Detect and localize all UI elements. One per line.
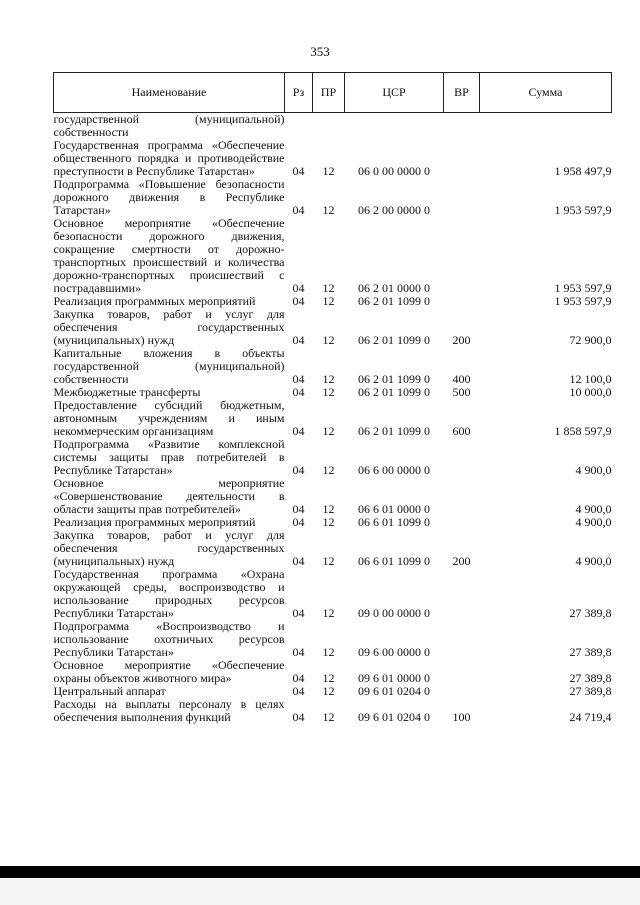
cell-sum: 4 900,0 bbox=[575, 502, 612, 516]
cell-pr: 12 bbox=[322, 710, 335, 724]
cell-pr: 12 bbox=[322, 502, 335, 516]
cell-pr: 12 bbox=[322, 463, 335, 477]
cell-vr: 100 bbox=[452, 710, 471, 724]
cell-vr bbox=[444, 438, 480, 477]
table-row bbox=[54, 659, 612, 685]
table-row bbox=[54, 529, 612, 568]
cell-pr: 12 bbox=[322, 164, 335, 178]
cell-rz: 04 bbox=[292, 606, 305, 620]
cell-name: Закупка товаров, работ и услуг для обеспечения государственных (муниципальных) нужд bbox=[53, 307, 285, 347]
cell-rz: 04 bbox=[292, 645, 305, 659]
cell-name: Межбюджетные трансферты bbox=[53, 385, 201, 399]
cell-csr: 06 2 01 1099 0 bbox=[358, 424, 430, 438]
cell-vr bbox=[444, 620, 480, 659]
table-row bbox=[54, 217, 612, 295]
header-rz: Рз bbox=[285, 73, 313, 113]
table-row bbox=[54, 399, 612, 438]
cell-csr: 09 0 00 0000 0 bbox=[358, 606, 430, 620]
header-name: Наименование bbox=[54, 73, 285, 113]
cell-pr: 12 bbox=[322, 294, 335, 308]
cell-name: Основное мероприятие «Обеспечение охраны объектов животного мира» bbox=[53, 658, 285, 685]
cell-vr bbox=[444, 139, 480, 178]
cell-pr: 12 bbox=[322, 385, 335, 399]
cell-vr bbox=[444, 217, 480, 295]
cell-vr bbox=[444, 295, 480, 308]
cell-csr: 06 2 01 0000 0 bbox=[358, 281, 430, 295]
cell-sum: 12 100,0 bbox=[569, 372, 612, 386]
table-row bbox=[54, 178, 612, 217]
cell-sum: 1 953 597,9 bbox=[554, 294, 612, 308]
table-row bbox=[54, 308, 612, 347]
cell-name: Основное мероприятие «Обеспечение безопасности дорожного движения, сокращение смертности от дорожно-транспортных происшествий и количества дорожно-транспортных происшествий с пострадавшими» bbox=[53, 216, 285, 295]
cell-vr: 400 bbox=[452, 372, 471, 386]
budget-table bbox=[53, 72, 612, 724]
cell-rz: 04 bbox=[292, 515, 305, 529]
cell-sum: 1 958 497,9 bbox=[554, 164, 612, 178]
table-row bbox=[54, 620, 612, 659]
cell-pr: 12 bbox=[322, 203, 335, 217]
table-row bbox=[54, 698, 612, 724]
cell-pr: 12 bbox=[322, 645, 335, 659]
cell-name: Расходы на выплаты персоналу в целях обеспечения выполнения функций bbox=[53, 697, 285, 724]
cell-pr: 12 bbox=[322, 671, 335, 685]
table-row bbox=[54, 113, 612, 140]
table-row bbox=[54, 347, 612, 386]
cell-csr: 06 2 01 1099 0 bbox=[358, 372, 430, 386]
cell-csr: 06 2 00 0000 0 bbox=[358, 203, 430, 217]
cell-name: Центральный аппарат bbox=[53, 684, 166, 698]
cell-rz: 04 bbox=[292, 463, 305, 477]
cell-vr: 200 bbox=[452, 554, 471, 568]
cell-vr: 200 bbox=[452, 333, 471, 347]
cell-name: Государственная программа «Охрана окружающей среды, воспроизводство и использование природных ресурсов Республики Татарстан» bbox=[53, 567, 285, 620]
header-pr: ПР bbox=[313, 73, 345, 113]
cell-rz: 04 bbox=[292, 294, 305, 308]
cell-name: Закупка товаров, работ и услуг для обеспечения государственных (муниципальных) нужд bbox=[53, 528, 285, 568]
header-sum: Сумма bbox=[480, 73, 612, 113]
cell-vr bbox=[444, 178, 480, 217]
cell-sum: 1 858 597,9 bbox=[554, 424, 612, 438]
cell-vr: 500 bbox=[452, 385, 471, 399]
cell-rz: 04 bbox=[292, 502, 305, 516]
cell-csr: 06 6 01 0000 0 bbox=[358, 502, 430, 516]
cell-sum: 72 900,0 bbox=[569, 333, 612, 347]
cell-name: государственной (муниципальной) собственности bbox=[53, 112, 285, 139]
cell-name: Подпрограмма «Воспроизводство и использование охотничьих ресурсов Республики Татарстан» bbox=[53, 619, 285, 659]
cell-sum: 4 900,0 bbox=[575, 515, 612, 529]
cell-vr bbox=[444, 685, 480, 698]
cell-pr: 12 bbox=[322, 606, 335, 620]
cell-sum: 27 389,8 bbox=[569, 671, 612, 685]
cell-vr: 600 bbox=[452, 424, 471, 438]
cell-rz: 04 bbox=[292, 710, 305, 724]
cell-csr: 09 6 01 0204 0 bbox=[358, 710, 430, 724]
scan-bottom-margin bbox=[0, 878, 640, 905]
cell-csr: 09 6 01 0204 0 bbox=[358, 684, 430, 698]
header-csr: ЦСР bbox=[345, 73, 444, 113]
cell-rz: 04 bbox=[292, 333, 305, 347]
cell-csr: 06 0 00 0000 0 bbox=[358, 164, 430, 178]
cell-sum: 27 389,8 bbox=[569, 684, 612, 698]
cell-pr: 12 bbox=[322, 424, 335, 438]
table-row bbox=[54, 477, 612, 516]
cell-name: Государственная программа «Обеспечение общественного порядка и противодействие преступности в Республике Татарстан» bbox=[53, 138, 285, 178]
cell-name: Подпрограмма «Развитие комплексной системы защиты прав потребителей в Республике Татарстан» bbox=[53, 437, 285, 477]
cell-name: Реализация программных мероприятий bbox=[53, 515, 256, 529]
cell-csr: 09 6 01 0000 0 bbox=[358, 671, 430, 685]
cell-rz: 04 bbox=[292, 671, 305, 685]
cell-pr: 12 bbox=[322, 372, 335, 386]
cell-pr: 12 bbox=[322, 515, 335, 529]
cell-name: Капитальные вложения в объекты государственной (муниципальной) собственности bbox=[53, 346, 285, 386]
cell-csr: 06 6 00 0000 0 bbox=[358, 463, 430, 477]
cell-pr: 12 bbox=[322, 333, 335, 347]
cell-pr bbox=[313, 113, 345, 140]
cell-rz: 04 bbox=[292, 684, 305, 698]
table-body bbox=[54, 113, 612, 725]
cell-name: Реализация программных мероприятий bbox=[53, 294, 256, 308]
cell-csr bbox=[345, 113, 444, 140]
cell-pr: 12 bbox=[322, 554, 335, 568]
cell-csr: 09 6 00 0000 0 bbox=[358, 645, 430, 659]
cell-rz: 04 bbox=[292, 164, 305, 178]
cell-name: Предоставление субсидий бюджетным, автономным учреждениям и иным некоммерческим организациям bbox=[53, 398, 285, 438]
table-row bbox=[54, 139, 612, 178]
cell-rz: 04 bbox=[292, 385, 305, 399]
cell-sum: 4 900,0 bbox=[575, 554, 612, 568]
cell-sum: 1 953 597,9 bbox=[554, 281, 612, 295]
cell-name: Основное мероприятие «Совершенствование деятельности в области защиты прав потребителей» bbox=[53, 476, 285, 516]
cell-rz: 04 bbox=[292, 372, 305, 386]
table-header-row bbox=[54, 73, 612, 113]
cell-name: Подпрограмма «Повышение безопасности дорожного движения в Республике Татарстан» bbox=[53, 177, 285, 217]
cell-sum: 1 953 597,9 bbox=[554, 203, 612, 217]
cell-csr: 06 6 01 1099 0 bbox=[358, 515, 430, 529]
cell-sum: 27 389,8 bbox=[569, 645, 612, 659]
cell-sum: 24 719,4 bbox=[569, 710, 612, 724]
cell-vr bbox=[444, 477, 480, 516]
cell-csr: 06 2 01 1099 0 bbox=[358, 294, 430, 308]
cell-csr: 06 2 01 1099 0 bbox=[358, 333, 430, 347]
cell-sum: 10 000,0 bbox=[569, 385, 612, 399]
cell-sum: 4 900,0 bbox=[575, 463, 612, 477]
cell-rz bbox=[285, 113, 313, 140]
cell-rz: 04 bbox=[292, 281, 305, 295]
cell-vr bbox=[444, 516, 480, 529]
cell-pr: 12 bbox=[322, 281, 335, 295]
scan-edge-bar bbox=[0, 866, 640, 878]
page-number: 353 bbox=[310, 44, 330, 59]
cell-sum: 27 389,8 bbox=[569, 606, 612, 620]
cell-rz: 04 bbox=[292, 203, 305, 217]
header-vr: ВР bbox=[444, 73, 480, 113]
cell-csr: 06 6 01 1099 0 bbox=[358, 554, 430, 568]
cell-pr: 12 bbox=[322, 684, 335, 698]
cell-rz: 04 bbox=[292, 424, 305, 438]
cell-csr: 06 2 01 1099 0 bbox=[358, 385, 430, 399]
cell-rz: 04 bbox=[292, 554, 305, 568]
cell-vr bbox=[444, 568, 480, 620]
cell-sum bbox=[480, 113, 612, 140]
cell-vr bbox=[444, 659, 480, 685]
table-row bbox=[54, 438, 612, 477]
table-row bbox=[54, 568, 612, 620]
cell-vr bbox=[444, 113, 480, 140]
